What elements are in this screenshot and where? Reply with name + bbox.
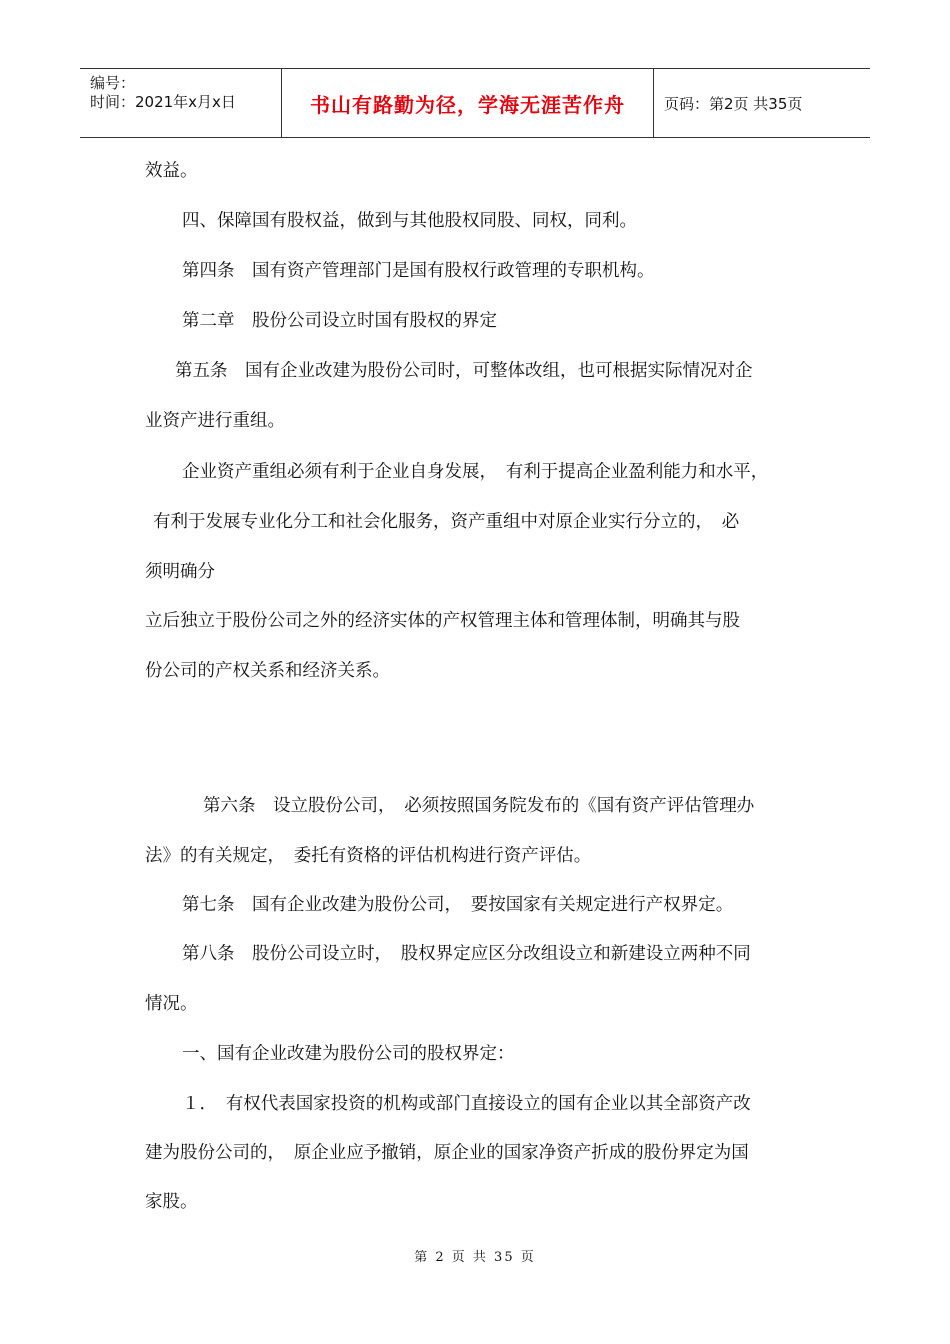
body-line: 法》的有关规定， 委托有资格的评估机构进行资产评估。 (145, 846, 592, 866)
body-line: 份公司的产权关系和经济关系。 (145, 661, 390, 681)
body-line: 效益。 (145, 161, 198, 181)
header-motto: 书山有路勤为径，学海无涯苦作舟 (310, 92, 625, 117)
body-line: 家股。 (145, 1192, 198, 1212)
body-line: 立后独立于股份公司之外的经济实体的产权管理主体和管理体制，明确其与股 (145, 611, 740, 631)
header-page-info: 页码：第2页 共35页 (664, 94, 803, 113)
body-line: 第五条 国有企业改建为股份公司时，可整体改组，也可根据实际情况对企 (175, 361, 753, 381)
body-line: 业资产进行重组。 (145, 411, 285, 431)
header-meta (80, 69, 282, 137)
header-motto-cell (282, 69, 654, 137)
doc-date-label: 时间：2021年x月x日 (90, 93, 236, 111)
page-footer: 第 2 页 共 35 页 (414, 1250, 536, 1265)
body-line: 有利于发展专业化分工和社会化服务，资产重组中对原企业实行分立的， 必 (153, 512, 740, 532)
body-line: 四、保障国有股权益，做到与其他股权同股、同权，同利。 (182, 211, 637, 231)
body-line: 须明确分 (145, 562, 215, 582)
body-line: 第七条 国有企业改建为股份公司， 要按国家有关规定进行产权界定。 (182, 895, 734, 915)
chapter-heading: 第二章 股份公司设立时国有股权的界定 (182, 311, 497, 331)
body-line: 企业资产重组必须有利于企业自身发展， 有利于提高企业盈利能力和水平， (182, 462, 769, 482)
body-line: 情况。 (145, 994, 198, 1014)
body-line: 第八条 股份公司设立时， 股权界定应区分改组设立和新建设立两种不同 (182, 944, 751, 964)
page-header (80, 68, 870, 138)
body-line: １． 有权代表国家投资的机构或部门直接设立的国有企业以其全部资产改 (182, 1094, 751, 1114)
body-line: 一、国有企业改建为股份公司的股权界定： (182, 1044, 515, 1064)
body-line: 第四条 国有资产管理部门是国有股权行政管理的专职机构。 (182, 261, 655, 281)
doc-number-label: 编号： (90, 74, 136, 92)
body-line: 第六条 设立股份公司， 必须按照国务院发布的《国有资产评估管理办 (203, 796, 755, 816)
body-line: 建为股份公司的， 原企业应予撤销，原企业的国家净资产折成的股份界定为国 (145, 1143, 749, 1163)
